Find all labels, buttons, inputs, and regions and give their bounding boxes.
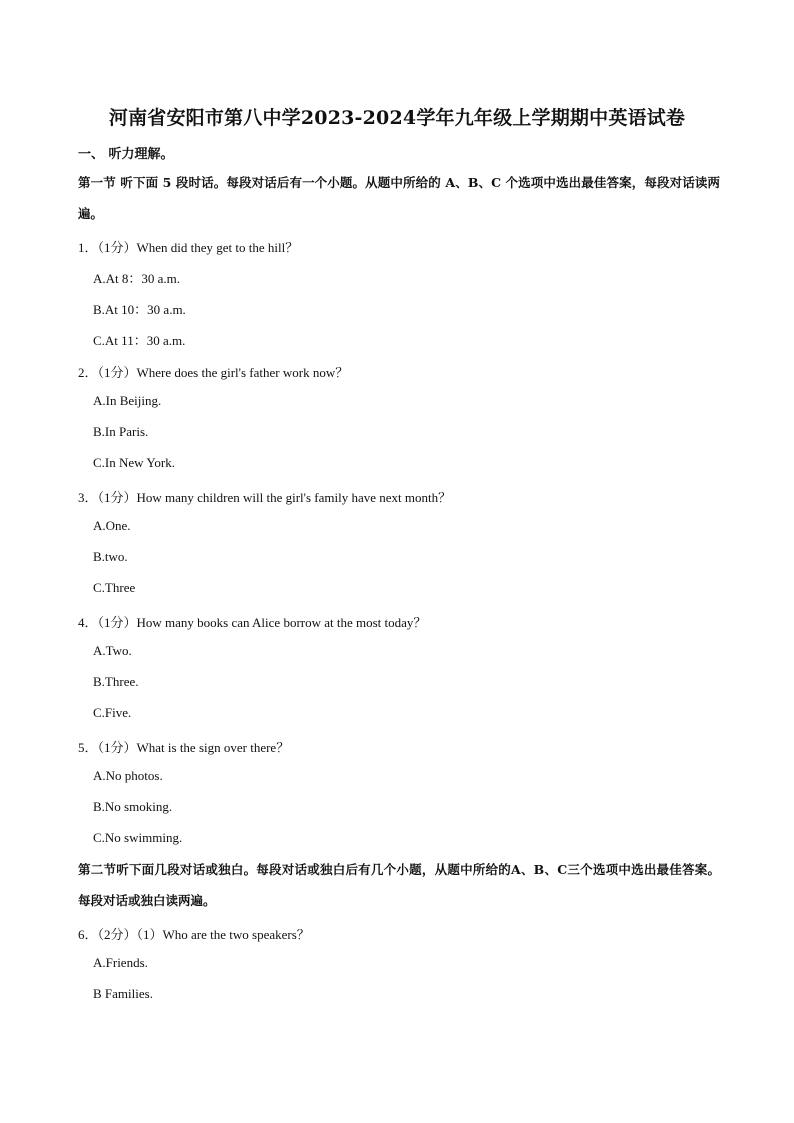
question-4-option-b: B.Three. <box>93 674 139 689</box>
question-5-option-b: B.No smoking. <box>93 799 173 814</box>
question-4-option-a: A.Two. <box>93 643 132 658</box>
question-1-stem: 1．（1分）When did they get to the hill？ <box>78 240 299 255</box>
question-3-option-c: C.Three <box>93 580 136 595</box>
question-5-stem: 5．（1分）What is the sign over there？ <box>78 740 290 755</box>
exam-title: 河南省安阳市第八中学2023-2024学年九年级上学期期中英语试卷 <box>108 107 686 129</box>
question-4-option-c: C.Five. <box>93 705 132 720</box>
section2-instruction: 第二节听下面几段对话或独白。每段对话或独白后有几个小题，从题中所给的A、B、C三个选项中选出最佳答案。每段对话或独白读两遍。 <box>78 862 720 908</box>
question-2-option-b: B.In Paris. <box>93 424 149 439</box>
question-3-stem: 3．（1分）How many children will the girl's family have next month？ <box>78 490 452 505</box>
question-1-option-b: B.At 10：30 a.m. <box>93 302 186 317</box>
question-5-option-a: A.No photos. <box>93 768 163 783</box>
question-2-option-c: C.In New York. <box>93 455 175 470</box>
question-6-option-b: B Families. <box>93 986 153 1001</box>
part-heading: 一、 听力理解。 <box>78 147 174 162</box>
question-6-stem: 6．（2分）（1）Who are the two speakers？ <box>78 927 310 942</box>
question-5-option-c: C.No swimming. <box>93 830 183 845</box>
question-2-stem: 2．（1分）Where does the girl's father work now？ <box>78 365 349 380</box>
question-3-option-b: B.two. <box>93 549 128 564</box>
question-3-option-a: A.One. <box>93 518 131 533</box>
question-1-option-a: A.At 8：30 a.m. <box>93 271 181 286</box>
question-4-stem: 4．（1分）How many books can Alice borrow at the most today？ <box>78 615 427 630</box>
question-6-option-a: A.Friends. <box>93 955 148 970</box>
question-1-option-c: C.At 11：30 a.m. <box>93 333 186 348</box>
section1-instruction: 第一节 听下面 5 段时话。每段对话后有一个小题。从题中所给的 A、B、C 个选项中选出最佳答案，每段对话读两遍。 <box>78 175 720 221</box>
question-2-option-a: A.In Beijing. <box>93 393 162 408</box>
